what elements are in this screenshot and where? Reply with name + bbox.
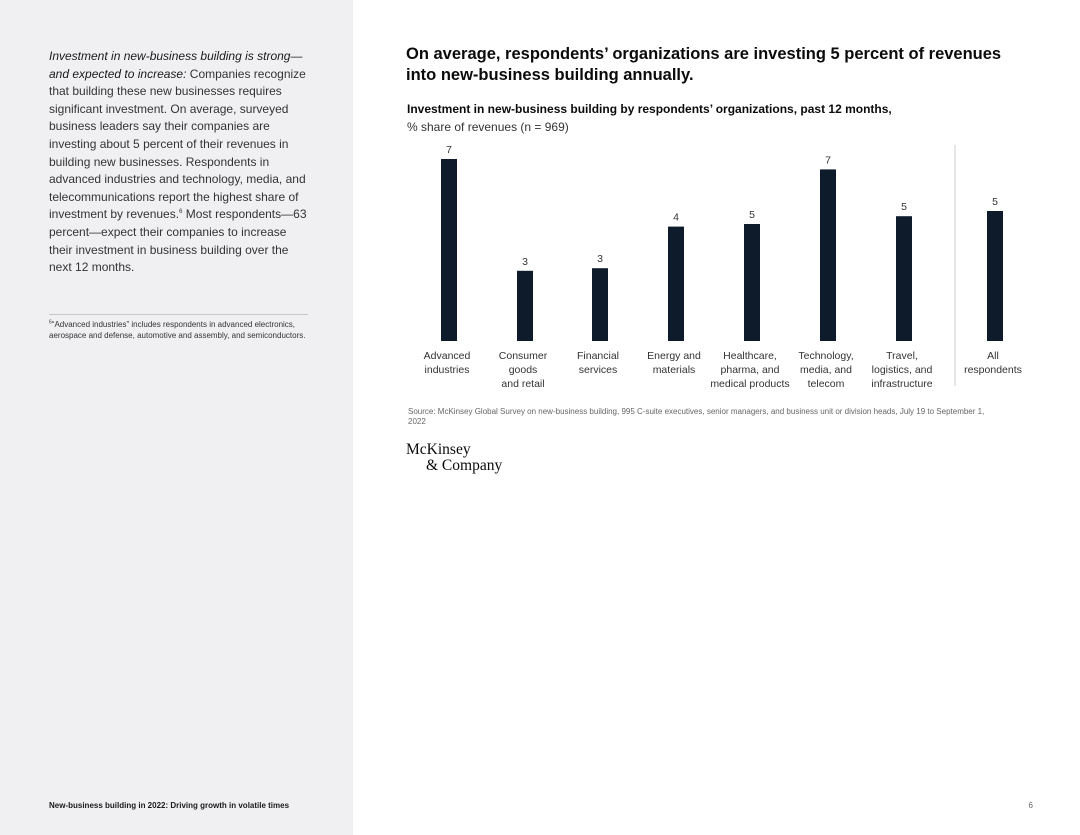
category-label-line: Advanced xyxy=(423,350,471,362)
data-label-3: 4 xyxy=(673,211,679,224)
category-label-line: All xyxy=(987,350,999,362)
bar-7 xyxy=(987,211,1003,341)
bar-2 xyxy=(592,268,608,341)
page-number: 6 xyxy=(1028,801,1033,810)
category-label-line: and retail xyxy=(501,378,545,390)
category-label-5 xyxy=(798,350,853,390)
category-label-line: materials xyxy=(652,364,696,376)
mckinsey-logo xyxy=(406,442,502,474)
data-label-7: 5 xyxy=(992,196,998,208)
source-note: Source: McKinsey Global Survey on new-business building, 995 C-suite executives, senior managers, and business unit or division heads, July 19 to September 1, 2022 xyxy=(408,407,985,426)
category-label-line: Technology, xyxy=(798,350,854,362)
footnote-reference: 6 xyxy=(179,209,183,216)
intro-body: Companies recognize that building these new businesses requires significant investment. On average, surveyed business leaders say their companies are investing about 5 percent of their revenues in building new businesses. Respondents in advanced industries and technology, media, and telecommunications report the highest share of investment by revenues. xyxy=(49,66,306,222)
bar-0 xyxy=(441,159,457,341)
category-label-line: telecom xyxy=(807,378,845,390)
footnote-number: 6 xyxy=(49,319,52,326)
chart-title: Investment in new-business building by respondents’ organizations, past 12 months, xyxy=(407,102,892,116)
category-label-4 xyxy=(710,350,789,390)
bar-3 xyxy=(668,227,684,341)
category-label-2 xyxy=(577,350,619,376)
intro-body-continued: Most respondents—63 percent—expect their companies to increase their investment in business building over the next 12 months. xyxy=(49,207,307,275)
category-label-line: infrastructure xyxy=(871,378,933,390)
category-label-3 xyxy=(647,350,701,376)
logo-line-2: & Company xyxy=(426,457,503,474)
category-label-line: industries xyxy=(424,364,470,376)
category-label-line: Energy and xyxy=(647,350,701,362)
data-label-4: 5 xyxy=(749,209,755,221)
footer-report-title: New-business building in 2022: Driving growth in volatile times xyxy=(49,801,290,810)
data-label-0: 7 xyxy=(446,144,452,156)
data-label-2: 3 xyxy=(597,253,603,266)
data-label-1: 3 xyxy=(522,255,528,268)
category-label-line: goods xyxy=(508,364,538,376)
bar-6 xyxy=(896,216,912,341)
category-label-line: media, and xyxy=(800,364,852,376)
data-label-5: 7 xyxy=(825,154,831,167)
chart-subtitle: % share of revenues (n = 969) xyxy=(407,120,569,134)
page-headline: On average, respondents’ organizations are investing 5 percent of revenues into new-business building annually. xyxy=(406,45,1002,84)
category-label-line: pharma, and xyxy=(720,364,780,376)
category-label-6 xyxy=(871,350,932,390)
category-label-line: respondents xyxy=(964,364,1022,376)
logo-line-1: McKinsey xyxy=(406,441,471,458)
category-label-line: Financial xyxy=(576,350,620,362)
category-label-1 xyxy=(499,350,548,390)
bar-4 xyxy=(744,224,760,341)
category-label-line: Travel, xyxy=(886,350,918,362)
category-label-0 xyxy=(424,350,471,376)
category-label-line: logistics, and xyxy=(871,364,933,376)
category-label-line: services xyxy=(578,364,618,376)
bar-5 xyxy=(820,169,836,341)
data-label-6: 5 xyxy=(901,201,907,214)
footnote-text: “Advanced industries” includes respondents in advanced electronics, aerospace and defense, automotive and assembly, and semiconductors. xyxy=(49,320,306,340)
category-label-7 xyxy=(964,350,1022,376)
category-label-line: Healthcare, xyxy=(723,350,777,362)
intro-lead: Investment in new-business building is strong—and expected to increase: xyxy=(49,49,303,81)
bar-1 xyxy=(517,271,533,341)
category-label-line: medical products xyxy=(710,378,790,390)
category-label-line: Consumer xyxy=(498,350,548,362)
